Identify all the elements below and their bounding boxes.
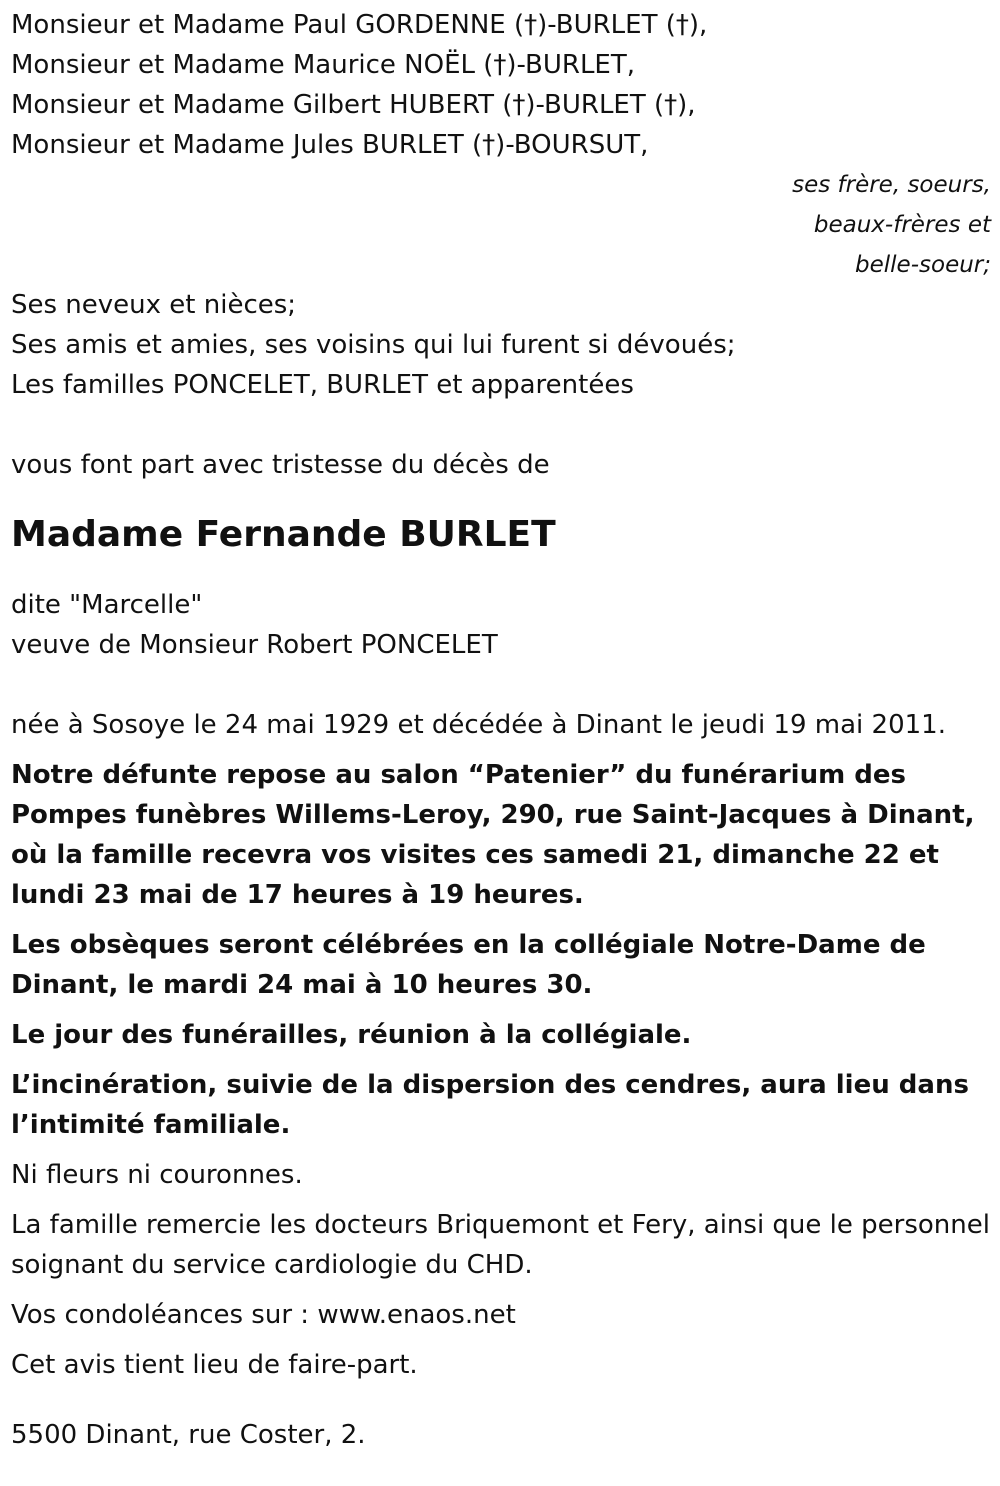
- birth-death: née à Sosoye le 24 mai 1929 et décédée à Dinant le jeudi 19 mai 2011.: [11, 710, 946, 740]
- others-line: Ses amis et amies, ses voisins qui lui furent si dévoués;: [11, 330, 736, 360]
- no-flowers: Ni fleurs ni couronnes.: [11, 1160, 303, 1190]
- death-notice: [11, 5, 991, 1465]
- nickname: dite "Marcelle": [11, 590, 203, 620]
- meeting-info: Le jour des funérailles, réunion à la collégiale.: [11, 1020, 692, 1050]
- signatory-line: Monsieur et Madame Jules BURLET (†)-BOURSUT,: [11, 130, 649, 160]
- relation-block: [11, 165, 991, 285]
- thanks: La famille remercie les docteurs Briquemont et Fery, ainsi que le personnel soignant du service cardiologie du CHD.: [11, 1210, 990, 1280]
- others-line: Les familles PONCELET, BURLET et apparentées: [11, 370, 634, 400]
- condolences: Vos condoléances sur : www.enaos.net: [11, 1300, 516, 1330]
- signatory-line: Monsieur et Madame Maurice NOËL (†)-BURLET,: [11, 50, 635, 80]
- signatory-line: Monsieur et Madame Paul GORDENNE (†)-BURLET (†),: [11, 10, 708, 40]
- relation-line: belle-soeur;: [855, 252, 991, 278]
- cremation-info: L’incinération, suivie de la dispersion des cendres, aura lieu dans l’intimité familiale.: [11, 1070, 969, 1140]
- relation-line: ses frère, soeurs,: [792, 172, 991, 198]
- widow-of: veuve de Monsieur Robert PONCELET: [11, 630, 498, 660]
- announcement: vous font part avec tristesse du décès de: [11, 450, 550, 480]
- deceased-name: Madame Fernande BURLET: [11, 514, 556, 555]
- funeral-info: Les obsèques seront célébrées en la collégiale Notre-Dame de Dinant, le mardi 24 mai à 10 heures 30.: [11, 930, 926, 1000]
- relation-line: beaux-frères et: [813, 212, 991, 238]
- signatory-line: Monsieur et Madame Gilbert HUBERT (†)-BURLET (†),: [11, 90, 696, 120]
- address: 5500 Dinant, rue Coster, 2.: [11, 1420, 366, 1450]
- notice: Cet avis tient lieu de faire-part.: [11, 1350, 418, 1380]
- others-line: Ses neveux et nièces;: [11, 290, 297, 320]
- visitation-info: Notre défunte repose au salon “Patenier” du funérarium des Pompes funèbres Willems-Leroy, 290, rue Saint-Jacques à Dinant, où la famille recevra vos visites ces samedi 21, dimanche 22 et lundi 23 mai de 17 heures à 19 heures.: [11, 760, 975, 910]
